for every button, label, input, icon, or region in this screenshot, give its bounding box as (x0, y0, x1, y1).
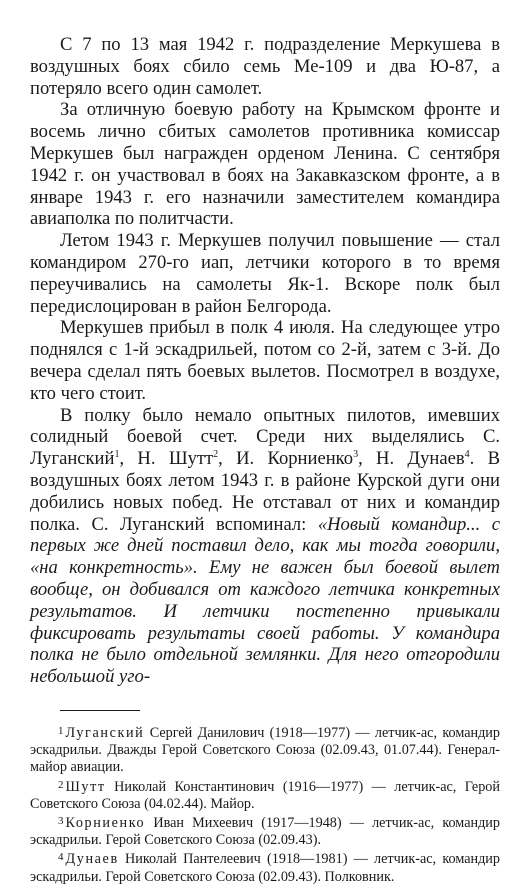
footnote-number: 4 (58, 851, 64, 864)
footnote-ref-1: 1 (114, 448, 120, 460)
footnote-surname: Корниенко (65, 814, 146, 831)
paragraph-1: С 7 по 13 мая 1942 г. подразделение Меркушева в воздушных боях сбило семь Ме-109 и два Ю-87, а потеряло всего один самолет. (30, 34, 500, 99)
paragraph-4: Меркушев прибыл в полк 4 июля. На следующее утро поднялся с 1-й эскадрильей, потом со 2-й, затем с 3-й. До вечера сделал пять боевых вылетов. Посмотрел в воздухе, кто чего стоит. (30, 317, 500, 404)
paragraph-5-text-4: , Н. Дунаев (358, 448, 465, 470)
footnote-text: Сергей Данилович (1918—1977) — летчик-ас, командир эскадрильи. Дважды Герой Советского Союза (02.09.43, 01.07.44). Генерал-майор авиации. (30, 724, 500, 776)
paragraph-5 (30, 405, 500, 688)
footnote-ref-4: 4 (464, 448, 470, 460)
footnote-4 (30, 849, 500, 885)
footnote-ref-2: 2 (213, 448, 219, 460)
footnote-2 (30, 777, 500, 813)
footnote-text: Иван Михеевич (1917—1948) — летчик-ас, командир эскадрильи. Герой Советского Союза (02.09.43). (30, 814, 500, 849)
paragraph-5-text-2: , Н. Шутт (119, 448, 214, 470)
paragraph-5-text-5: . В воздушных боях летом 1943 г. в районе Курской дуги они добились новых побед. Не отставал от них и командир полка. С. Луганский вспоминал: (30, 448, 501, 535)
footnote-surname: Шутт (65, 778, 106, 795)
footnote-surname: Дунаев (65, 851, 119, 868)
footnote-number: 3 (58, 814, 64, 827)
paragraph-5-text-1: В полку было немало опытных пилотов, имевших солидный боевой счет. Среди них выделялись С. Луганский (30, 404, 500, 470)
paragraph-2: За отличную боевую работу на Крымском фронте и восемь лично сбитых самолетов противника комиссар Меркушев был награжден орденом Ленина. С сентября 1942 г. он участвовал в боях на Закавказском фронте, а в январе 1943 г. его назначили заместителем командира авиаполка по политчасти. (30, 99, 500, 230)
footnote-3 (30, 813, 500, 849)
quote-text: «Новый командир... с первых же дней поставил дело, как мы тогда говорили, «на конкретность». Ему не важен был боевой вылет вообще, он добивался от каждого летчика конкретных результатов. И летчики постепенно привыкали фиксировать результаты своей работы. У командира полка не было отдельной землянки. Для него отгородили небольшой уго- (30, 513, 500, 688)
footnote-ref-3: 3 (353, 448, 359, 460)
paragraph-5-text-3: , И. Корниенко (218, 448, 354, 470)
paragraph-3: Летом 1943 г. Меркушев получил повышение — стал командиром 270-го иап, летчики которого в то время переучивались на самолеты Як-1. Вскоре полк был передислоцирован в район Белгорода. (30, 230, 500, 317)
footnote-number: 1 (58, 724, 64, 737)
footnotes (30, 723, 500, 886)
main-text (30, 34, 500, 688)
footnote-text: Николай Пантелеевич (1918—1981) — летчик-ас, командир эскадрильи. Герой Советского Союза (02.09.43). Полковник. (30, 851, 500, 885)
footnote-number: 2 (58, 778, 64, 791)
footnote-surname: Луганский (65, 724, 145, 741)
footnote-text: Николай Константинович (1916—1977) — летчик-ас, Герой Советского Союза (04.02.44). Майор. (30, 778, 500, 812)
footnote-separator (60, 710, 140, 711)
footnote-1 (30, 723, 500, 777)
